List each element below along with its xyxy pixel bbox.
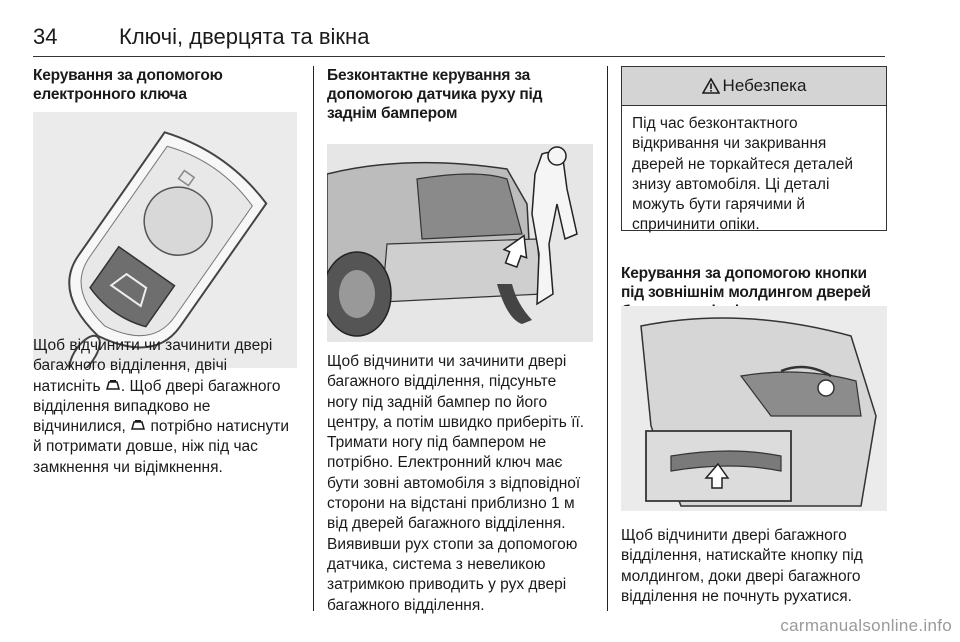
warning-title: Небезпека xyxy=(722,76,807,95)
watermark: carmanualsonline.info xyxy=(780,616,952,635)
text-line: замкнення чи відімкнення. xyxy=(33,458,223,476)
page-header xyxy=(33,22,885,57)
text-line: затримкою приводить у рух двері xyxy=(327,576,567,594)
section-heading-key-fob: Керування за допомогою електронного ключа xyxy=(33,67,223,103)
warning-triangle-icon xyxy=(702,78,720,94)
text-line: відчинилися, xyxy=(33,418,126,436)
molding-button-illustration xyxy=(621,306,887,511)
text-line: потрібно. Електронний ключ має xyxy=(327,454,563,472)
foot-sensor-illustration xyxy=(327,144,595,342)
text-line: спричинити опіки. xyxy=(632,216,760,234)
column-divider xyxy=(313,66,314,611)
tailgate-icon xyxy=(105,379,121,391)
text-line: можуть бути гарячими й xyxy=(632,196,806,214)
text-line: Щоб відчинити чи зачинити двері xyxy=(33,337,273,354)
text-line: Під час безконтактного xyxy=(632,115,798,132)
text-line: молдингом, доки двері багажного xyxy=(621,567,861,585)
text-line: й потримати довше, ніж під час xyxy=(33,438,258,456)
key-fob-instructions xyxy=(33,336,303,478)
section-heading-molding-button: Керування за допомогою кнопки під зовнішнім молдингом дверей xyxy=(621,265,871,301)
text-line: від дверей багажного відділення. xyxy=(327,515,566,533)
foot-sensor-instructions xyxy=(327,352,595,616)
text-line: Виявивши рух стопи за допомогою xyxy=(327,535,578,553)
text-line: відділення не почнуть рухатися. xyxy=(621,587,852,605)
text-line: багажного відділення, підсуньте xyxy=(327,373,557,391)
column-key-fob xyxy=(33,66,303,476)
column-divider xyxy=(607,66,608,611)
text-line: багажного відділення, двічі xyxy=(33,357,228,375)
warning-text xyxy=(622,106,886,244)
section-heading-foot-sensor: Безконтактне керування за допомогою датчика руху під заднім бампером xyxy=(327,67,543,122)
text-line: ногу під задній бампер по його xyxy=(327,393,548,411)
molding-button-instructions xyxy=(621,526,887,607)
text-line: сторони на відстані приблизно 1 м xyxy=(327,495,575,513)
chapter-title: Ключі, дверцята та вікна xyxy=(119,24,370,49)
warning-header xyxy=(622,67,886,106)
page-number: 34 xyxy=(33,24,58,49)
molding-button-icon xyxy=(621,306,887,511)
text-line: потрібно натиснути xyxy=(150,418,290,436)
car-key-fob-icon xyxy=(33,112,297,368)
text-line: натисніть xyxy=(33,377,101,395)
text-line: Тримати ногу під бампером не xyxy=(327,434,547,452)
text-line: Щоб відчинити чи зачинити двері xyxy=(327,353,567,370)
text-line: відділення випадково не xyxy=(33,397,211,415)
text-line: . Щоб двері багажного xyxy=(120,377,281,395)
text-line: Щоб відчинити двері багажного xyxy=(621,527,847,544)
text-line: центру, а потім швидко приберіть її. xyxy=(327,413,585,431)
column-foot-sensor xyxy=(327,66,595,614)
text-line: дверей не торкайтеся деталей xyxy=(632,155,853,173)
text-line: багажного відділення. xyxy=(327,596,485,614)
text-line: бути зовні автомобіля з відповідної xyxy=(327,474,581,492)
car-key-fob-illustration xyxy=(33,112,303,368)
text-line: відділення, натискайте кнопку під xyxy=(621,547,863,565)
text-line: знизу автомобіля. Ці деталі xyxy=(632,175,830,193)
tailgate-icon xyxy=(130,419,146,431)
foot-sensor-icon xyxy=(327,144,593,342)
text-line: відкривання чи закривання xyxy=(632,135,827,153)
warning-box xyxy=(621,66,887,234)
text-line: датчика, система з невеликою xyxy=(327,555,546,573)
